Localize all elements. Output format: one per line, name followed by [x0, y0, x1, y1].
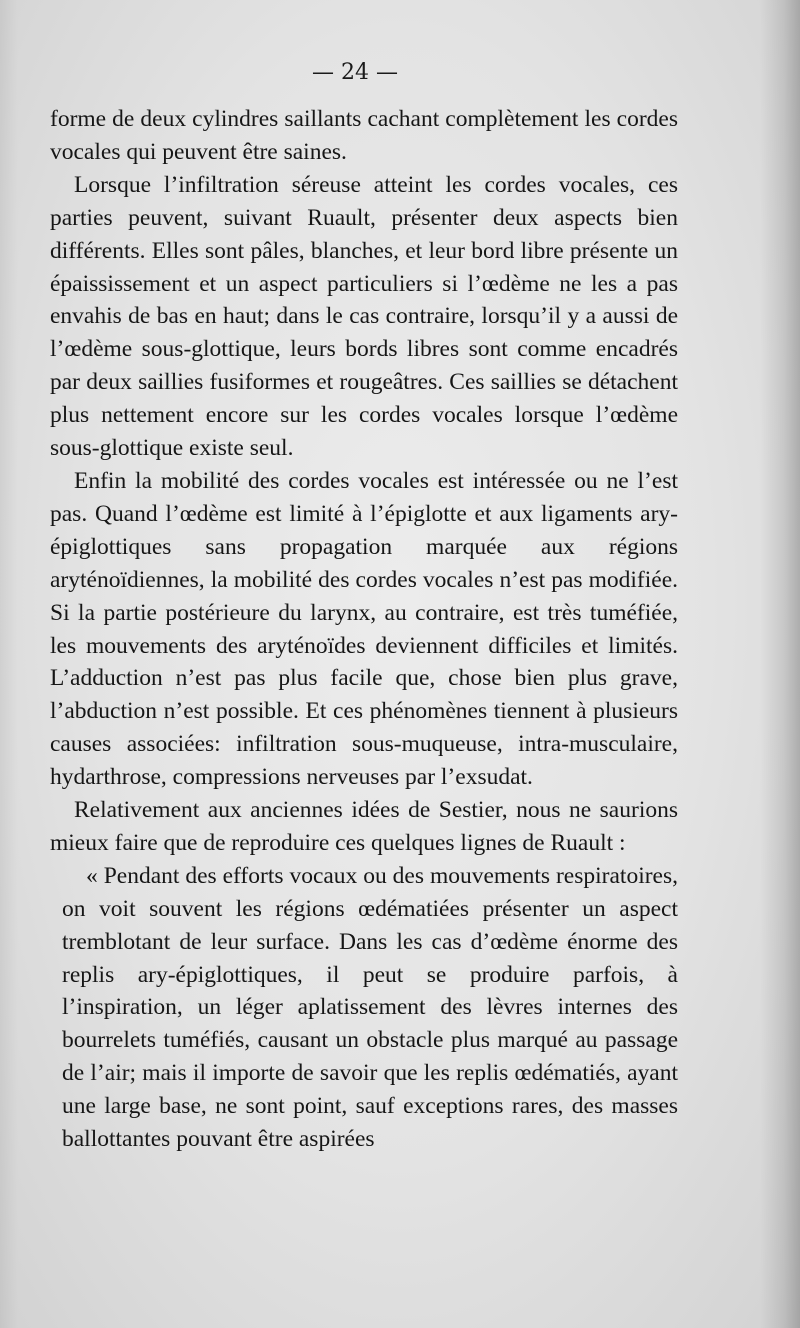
paragraph-mobilite: Enfin la mobilité des cordes vocales est intéressée ou ne l’est pas. Quand l’œdème est limité à l’épiglotte et aux ligaments ary-épiglottiques sans propagation marquée aux régions aryténoïdiennes, la mobilité des cordes vocales n’est pas modifiée. Si la partie postérieure du larynx, au contraire, est très tuméfiée, les mouvements des aryténoïdes deviennent difficiles et limités. L’adduction n’est pas plus facile que, chose bien plus grave, l’abduction n’est possible. Et ces phénomènes tiennent à plusieurs causes associées: infiltration sous-muqueuse, intra-musculaire, hydarthrose, compressions nerveuses par l’exsudat. — [50, 467, 678, 791]
page-number: — 24 — — [312, 60, 398, 85]
paragraph-infiltration: Lorsque l’infiltration séreuse atteint les cordes vocales, ces parties peuvent, suivant Ruault, présenter deux aspects bien différents. Elles sont pâles, blanches, et leur bord libre présente un épaississement et un aspect particuliers si l’œdème ne les a pas envahis de bas en haut; dans le cas contraire, lorsqu’il y a aussi de l’œdème sous-glottique, leurs bords libres sont comme encadrés par deux saillies fusiformes et rougeâtres. Ces saillies se détachent plus nettement encore sur les cordes vocales lorsque l’œdème sous-glottique existe seul. — [50, 171, 678, 462]
page-shadow-right — [760, 0, 800, 1328]
paragraph-sestier: Relativement aux anciennes idées de Sestier, nous ne saurions mieux faire que de reproduire ces quelques lignes de Ruault : — [50, 797, 678, 856]
paragraph-continuation: forme de deux cylindres saillants cachant complètement les cordes vocales qui peuvent être saines. — [50, 106, 678, 165]
paragraph-quote-ruault: « Pendant des efforts vocaux ou des mouvements respiratoires, on voit souvent les régions œdématiées présenter un aspect tremblotant de leur surface. Dans les cas d’œdème énorme des replis ary-épiglottiques, il peut se produire parfois, à l’inspiration, un léger aplatissement des lèvres internes des bourrelets tuméfiés, causant un obstacle plus marqué au passage de l’air; mais il importe de savoir que les replis œdématiés, ayant une large base, ne sont point, sauf exceptions rares, des masses ballottantes pouvant être aspirées — [62, 862, 678, 1153]
body-text — [50, 103, 678, 1156]
page-shadow-left — [0, 0, 18, 1328]
